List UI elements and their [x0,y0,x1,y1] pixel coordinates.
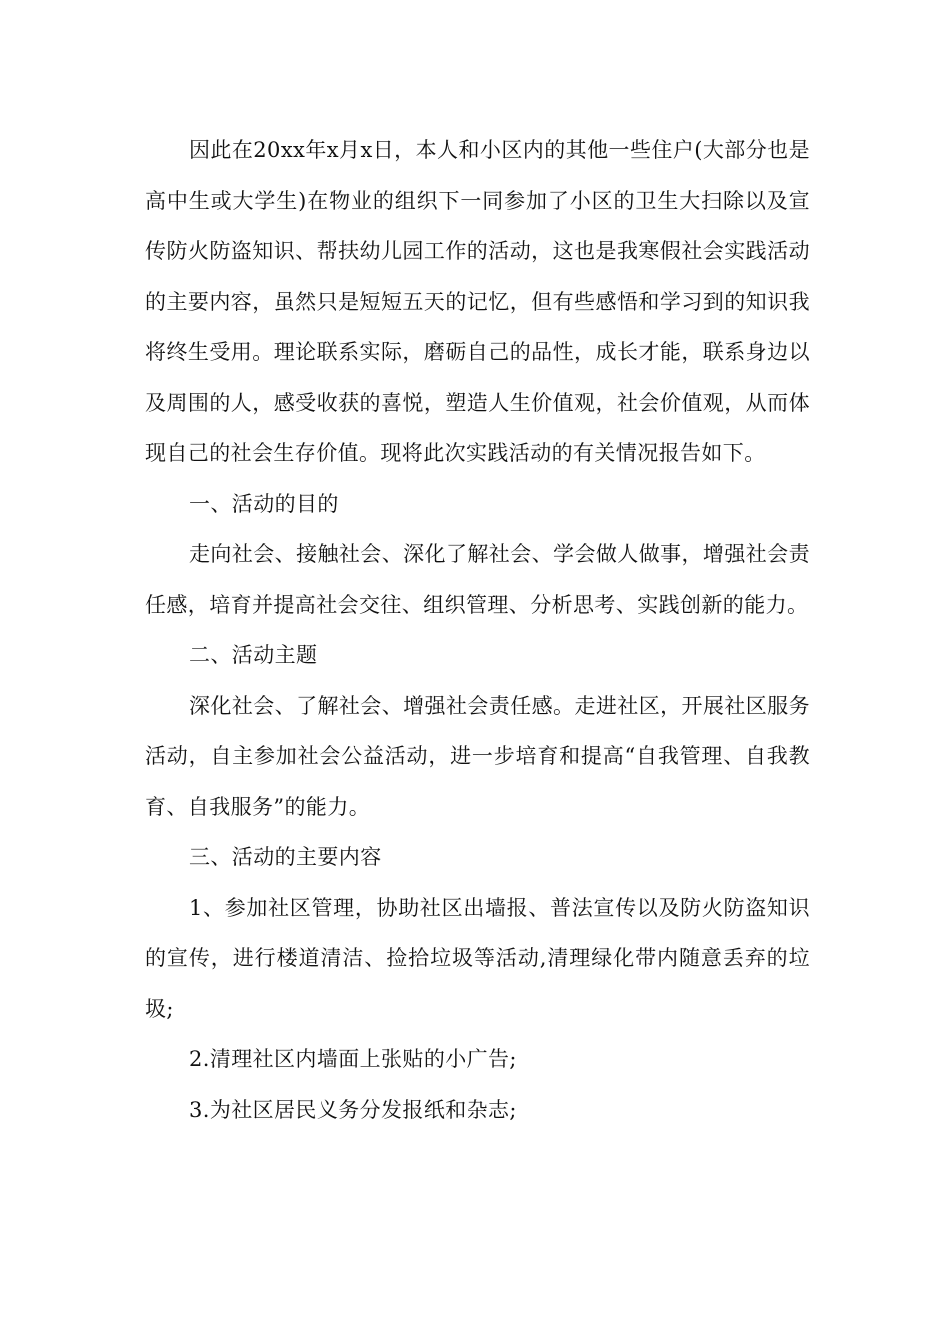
theme-paragraph: 深化社会、了解社会、增强社会责任感。走进社区，开展社区服务活动，自主参加社会公益活动，进一步培育和提高“自我管理、自我教育、自我服务”的能力。 [145,693,810,819]
section-heading-content: 三、活动的主要内容 [189,845,382,869]
section-heading-theme: 二、活动主题 [189,643,318,667]
document-body [145,125,810,1135]
content-item-3: 3.为社区居民义务分发报纸和杂志; [189,1097,517,1122]
intro-paragraph: 因此在20xx年x月x日，本人和小区内的其他一些住户(大部分也是高中生或大学生)在物业的组织下一同参加了小区的卫生大扫除以及宣传防火防盗知识、帮扶幼儿园工作的活动，这也是我寒假社会实践活动的主要内容，虽然只是短短五天的记忆，但有些感悟和学习到的知识我将终生受用。理论联系实际，磨砺自己的品性，成长才能，联系身边以及周围的人，感受收获的喜悦，塑造人生价值观，社会价值观，从而体现自己的社会生存价值。现将此次实践活动的有关情况报告如下。 [145,138,810,465]
content-item-1: 1、参加社区管理，协助社区出墙报、普法宣传以及防火防盗知识的宣传，进行楼道清洁、捡拾垃圾等活动,清理绿化带内随意丢弃的垃圾; [145,895,810,1021]
section-heading-purpose: 一、活动的目的 [189,491,339,516]
purpose-paragraph: 走向社会、接触社会、深化了解社会、学会做人做事，增强社会责任感，培育并提高社会交往、组织管理、分析思考、实践创新的能力。 [145,542,810,617]
content-item-2: 2.清理社区内墙面上张贴的小广告; [189,1047,517,1071]
